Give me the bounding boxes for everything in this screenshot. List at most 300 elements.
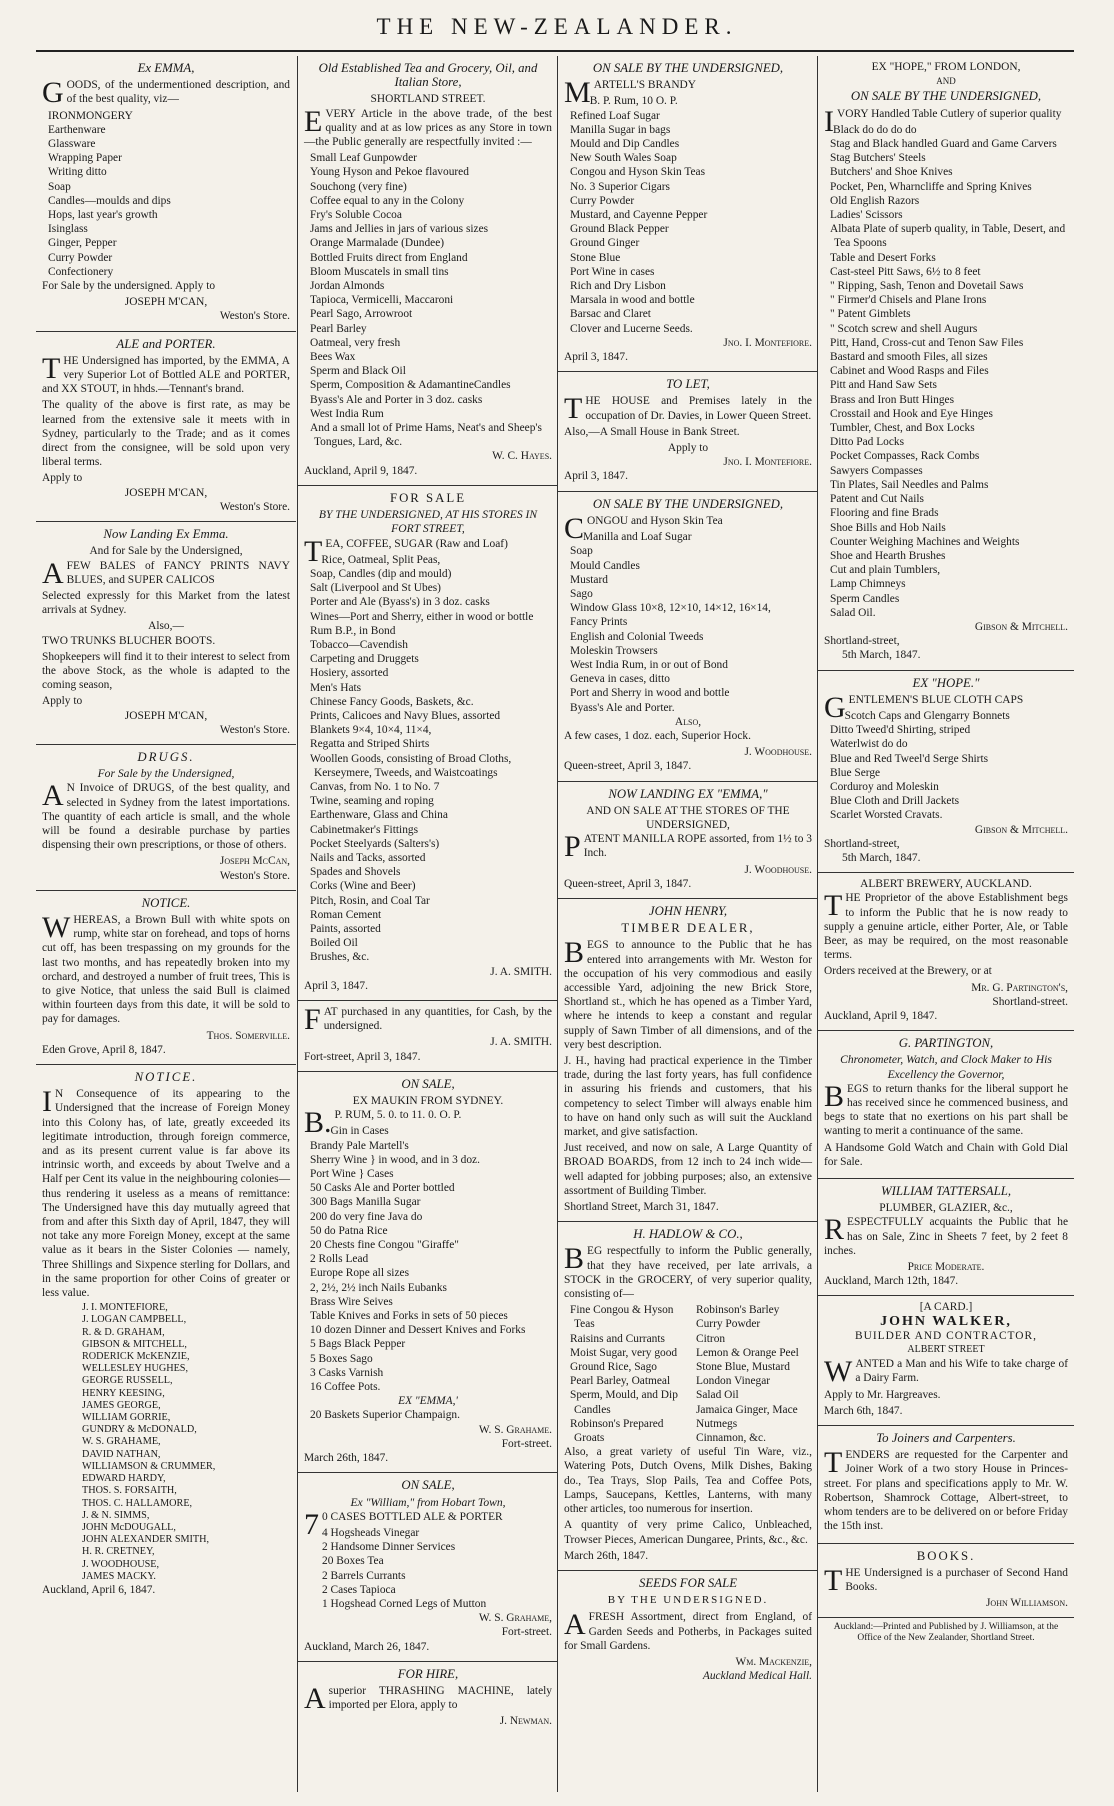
ad-place: Fort-street. (501, 1437, 552, 1450)
ad-body: Asuperior THRASHING MACHINE, lately imported per Elora, apply to (304, 1681, 552, 1715)
list-item: 50 Casks Ale and Porter bottled (310, 1182, 455, 1195)
list-item: Shoe and Hearth Brushes (830, 549, 946, 562)
ad-seeds (558, 1571, 818, 1690)
item-list (824, 709, 1068, 823)
list-item: Nails and Tacks, assorted (310, 851, 426, 864)
ad-and: AND (936, 76, 956, 87)
ad-subtitle: EX "EMMA,' (398, 1395, 458, 1408)
list-item: Spades and Shovels (310, 866, 401, 879)
ad-subtitle: Chronometer, Watch, and Clock Maker to His Excellency the Governor, (840, 1053, 1052, 1081)
list-item: Salt (Liverpool and St Ubes) (310, 582, 441, 595)
ad-body: WHEREAS, a Brown Bull with white spots on rump, white star on forehead, and tops of horns cut off, has been trespassing on my grounds for the last two months, and has repeatedly broken into my orchard, and destroyed a number of fruit trees, This is to give Notice, that unless the said Bull is claimed within fourteen days from this date, it will be sold to pay for damages. (42, 910, 290, 1026)
list-item: Salad Oil (696, 1389, 739, 1402)
ad-martells-brandy (558, 56, 818, 372)
list-item: Coffee equal to any in the Colony (310, 194, 465, 207)
list-item: " Patent Gimblets (830, 308, 911, 321)
list-item: West India Rum (310, 407, 384, 420)
ad-body: Selected expressly for this Market from the latest arrivals at Sydney. (42, 589, 290, 617)
ad-signature: Wm. Mackenzie, (735, 1655, 812, 1668)
signatory-list (42, 1302, 290, 1583)
ad-title: ON SALE BY THE UNDERSIGNED, (592, 496, 784, 511)
list-item: Fine Congou & Hyson Teas (570, 1304, 674, 1331)
ad-date: March 26th, 1847. (304, 1452, 389, 1465)
column-3 (558, 56, 818, 1792)
ad-ex-hope-london (818, 56, 1074, 671)
list-item: THOS. C. HALLAMORE, (82, 1497, 193, 1509)
list-item: Table and Desert Forks (830, 251, 936, 264)
ad-place: Shortland-street. (992, 995, 1068, 1008)
list-item: J. WOODHOUSE, (82, 1558, 160, 1570)
list-item: Orange Marmalade (Dundee) (310, 237, 445, 250)
list-item: 2 Rolls Lead (310, 1253, 369, 1266)
list-item: J. I. MONTEFIORE, (82, 1302, 168, 1314)
list-item: Butchers' and Shoe Knives (830, 166, 953, 179)
ad-body: RESPECTFULLY acquaints the Public that he has on Sale, Zinc in Sheets 7 feet, by 2 feet 8 inches. (824, 1213, 1068, 1257)
ad-body: IN Consequence of its appearing to the Undersigned that the increase of Foreign Money into this Colony has, of late, greatly exceeded its legitimate introduction, through foreign commerce, and as its present current value is far above its intrinsic worth, and exceeds by about Twelve and a Half per Cent its value in the neighbouring colonies—thus rendering it useless as a means of remittance: The Undersigned have this day mutually agreed that from and after this Sixth day of April, 1847, they will not take any more Foreign Money, except at the same value as it bears in the Sister Colonies — namely, Three Shillings and Sixpence sterling for Dollars, and in the same proportion for other Coins of greater or less value. (42, 1085, 290, 1300)
ad-subtitle: Ex "William," from Hobart Town, (350, 1495, 506, 1509)
ad-place: Weston's Store. (219, 310, 290, 323)
ad-body: 70 CASES BOTTLED ALE & PORTER (304, 1507, 503, 1541)
list-item: Pitt, Hand, Cross-cut and Tenon Saw Files (830, 336, 1024, 349)
ad-place: Weston's Store. (219, 723, 290, 736)
list-item: Blue Serge (830, 766, 881, 779)
ad-body: Just received, and now on sale, A Large Quantity of BROAD BOARDS, from 12 inch to 24 inch wide—well adapted for jobbing purposes; also, an extensive assortment of Building Timber. (564, 1142, 812, 1197)
list-item: Moist Sugar, very good (570, 1346, 678, 1359)
list-item: Manilla and Loaf Sugar (583, 531, 692, 544)
list-item: Bees Wax (310, 351, 356, 364)
ad-body: CONGOU and Hyson Skin Tea (564, 511, 723, 545)
list-item: EDWARD HARDY, (82, 1473, 166, 1485)
list-item: HENRY KEESING, (82, 1387, 165, 1399)
list-item: Clover and Lucerne Seeds. (570, 322, 693, 335)
list-item: Pearl Barley (310, 322, 367, 335)
ad-signature: JOSEPH M'CAN, (124, 296, 208, 309)
ad-for-hire (298, 1662, 558, 1736)
ad-signature: John Williamson. (985, 1597, 1068, 1610)
ad-books (818, 1544, 1074, 1619)
ad-date: March 6th, 1847. (824, 1404, 903, 1417)
list-item: Corks (Wine and Beer) (310, 880, 416, 893)
list-item: DAVID NATHAN, (82, 1448, 161, 1460)
list-item: Mustard (570, 573, 608, 586)
ad-date: 5th March, 1847. (842, 851, 921, 864)
list-item: JAMES GEORGE, (82, 1399, 161, 1411)
ad-signature: Joseph McCan, (219, 855, 290, 868)
ad-title: ON SALE, (401, 1076, 455, 1091)
ad-place: Shortland-street, (824, 837, 900, 850)
list-item: 3 Casks Varnish (310, 1366, 384, 1379)
ad-subtitle: For Sale by the Undersigned, (97, 767, 235, 781)
ad-title: NOW LANDING EX "EMMA," (608, 786, 768, 801)
list-item: Cinnamon, &c. (696, 1432, 766, 1445)
list-item: 16 Coffee Pots. (310, 1381, 381, 1394)
ad-date: Auckland, April 9, 1847. (304, 464, 418, 477)
list-item: J. LOGAN CAMPBELL, (82, 1314, 187, 1326)
list-item: Marsala in wood and bottle (570, 294, 695, 307)
ad-date: Shortland Street, March 31, 1847. (564, 1201, 719, 1214)
list-item: Cabinetmaker's Fittings (310, 823, 419, 836)
ad-signature: W. S. Grahame, (478, 1612, 552, 1625)
ad-body: TEA, COFFEE, SUGAR (Raw and Loaf) (304, 534, 508, 568)
list-item: Soap (570, 545, 593, 558)
ad-signature: J. Woodhouse. (744, 746, 812, 759)
list-item: Small Leaf Gunpowder (310, 152, 417, 165)
ad-title: EX "HOPE." (912, 675, 980, 690)
list-item: Ground Black Pepper (570, 223, 669, 236)
ad-signature: Gibson & Mitchell. (974, 620, 1068, 633)
list-item: Prints, Calicoes and Navy Blues, assorted (310, 709, 501, 722)
ad-body: FAT purchased in any quantities, for Cash, by the undersigned. (304, 1003, 552, 1036)
item-list-right (690, 1303, 812, 1445)
ad-body: IVORY Handled Table Cutlery of superior quality (824, 104, 1062, 138)
ad-joiners (818, 1426, 1074, 1543)
list-item: West India Rum, in or out of Bond (570, 658, 728, 671)
list-item: JOHN McDOUGALL, (82, 1521, 176, 1533)
ad-subtitle: And for Sale by the Undersigned, (89, 545, 243, 558)
masthead: THE NEW-ZEALANDER. (376, 14, 738, 39)
list-item: 2 Barrels Currants (322, 1569, 406, 1582)
ad-title: H. HADLOW & CO., (633, 1227, 743, 1242)
item-columns (564, 1303, 812, 1445)
list-item: Bloom Muscatels in small tins (310, 265, 449, 278)
list-item: Sherry Wine } in wood, and in 3 doz. (310, 1153, 480, 1166)
list-item: Refined Loaf Sugar (570, 109, 660, 122)
list-item: Boiled Oil (310, 937, 358, 950)
list-item: Old English Razors (830, 194, 920, 207)
ad-partington (818, 1031, 1074, 1179)
ad-place: Fort-street. (501, 1626, 552, 1639)
masthead-rule (36, 50, 1074, 52)
ad-tea-grocery (298, 56, 558, 486)
list-item: Cast-steel Pitt Saws, 6½ to 8 feet (830, 265, 981, 278)
ad-price: Price Moderate. (907, 1261, 985, 1274)
list-item: Sperm Candles (830, 592, 900, 605)
ad-date: Fort-street, April 3, 1847. (304, 1050, 421, 1063)
ad-body: THE Undersigned has imported, by the EMMA, A very Superior Lot of Bottled ALE and PORTER, and XX STOUT, in hhds.—Tennant's brand. (42, 351, 290, 396)
list-item: Ground Ginger (570, 237, 640, 250)
list-item: Congou and Hyson Skin Teas (570, 166, 706, 179)
ad-title: To Joiners and Carpenters. (876, 1431, 1016, 1446)
list-item: 5 Boxes Sago (310, 1352, 373, 1365)
ad-body: PATENT MANILLA ROPE assorted, from 1½ to 3 Inch. (564, 830, 812, 864)
list-item: Paints, assorted (310, 922, 381, 935)
ad-apply: Apply to (667, 442, 709, 455)
list-item: Oatmeal, very fresh (310, 336, 401, 349)
ad-tattersall (818, 1179, 1074, 1296)
ad-fat (298, 1001, 558, 1072)
ad-date: Auckland, March 12th, 1847. (824, 1275, 959, 1288)
list-item: Rice, Oatmeal, Split Peas, (321, 553, 441, 566)
list-item: Port Wine } Cases (310, 1168, 394, 1181)
list-item: GEORGE RUSSELL, (82, 1375, 173, 1387)
list-item: WILLIAMSON & CRUMMER, (82, 1460, 216, 1472)
ad-subtitle: SHORTLAND STREET. (370, 93, 486, 106)
list-item: Stag and Black handled Guard and Game Carvers (830, 138, 1057, 151)
ad-card: [A CARD.] (919, 1301, 973, 1314)
ad-john-henry (558, 899, 818, 1222)
ad-body: Shopkeepers will find it to their interest to select from the above Stock, as the whole is adapted to the coming season, (42, 650, 290, 692)
list-item: 20 Boxes Tea (322, 1555, 384, 1568)
list-item: Hops, last year's growth (48, 209, 158, 222)
list-item: Gin in Cases (330, 1125, 389, 1138)
list-item: Manilla Sugar in bags (570, 123, 671, 136)
list-item: 2 Handsome Dinner Services (322, 1541, 456, 1554)
list-item: Cabinet and Wood Rasps and Files (830, 365, 989, 378)
ad-signature: JOSEPH M'CAN, (124, 486, 208, 499)
ad-also: Also,— (148, 620, 184, 633)
ad-signature: J. A. SMITH. (490, 965, 552, 978)
list-item: Stone Blue (570, 251, 621, 264)
ad-subtitle: ON SALE BY THE UNDERSIGNED, (850, 89, 1042, 104)
ad-signature: J. Woodhouse. (744, 863, 812, 876)
ad-title: JOHN WALKER, (880, 1313, 1012, 1329)
list-item: Hosiery, assorted (310, 667, 389, 680)
list-item: 5 Bags Black Pepper (310, 1338, 406, 1351)
list-item: Salad Oil. (830, 606, 876, 619)
list-item: Canvas, from No. 1 to No. 7 (310, 780, 440, 793)
list-item: Twine, seaming and roping (310, 795, 434, 808)
ad-signature: JOSEPH M'CAN, (124, 709, 208, 722)
list-item: Corduroy and Moleskin (830, 780, 939, 793)
ad-body: A few cases, 1 doz. each, Superior Hock. (564, 729, 751, 742)
list-item: Pearl Barley, Oatmeal (570, 1375, 671, 1388)
ad-title: FOR SALE (389, 490, 467, 505)
list-item: Cut and plain Tumblers, (830, 564, 941, 577)
ad-body: GENTLEMEN'S BLUE CLOTH CAPS (824, 690, 1024, 724)
list-item: Confectionery (48, 265, 114, 278)
list-item: Regatta and Striped Shirts (310, 738, 430, 751)
item-list (824, 123, 1068, 620)
list-item: Sawyers Compasses (830, 464, 923, 477)
ad-apply: Apply to (42, 472, 83, 485)
ad-place: Weston's Store. (219, 500, 290, 513)
list-item: Jordan Almonds (310, 280, 385, 293)
ad-body: Also, a great variety of useful Tin Ware, viz., Watering Pots, Dutch Ovens, Milk Dishes, Baking do., Tea Trays, Slop Pails, Tea and Coffee Pots, Lamps, Saucepans, Kettles, Lanterns, with many other articles, too numerous for insertion. (564, 1446, 812, 1516)
ad-congou (558, 492, 818, 782)
ad-title: Now Landing Ex Emma. (103, 527, 229, 542)
list-item: R. & D. GRAHAM, (82, 1326, 165, 1338)
list-item: Stag Butchers' Steels (830, 152, 926, 165)
ad-ex-hope (818, 671, 1074, 874)
list-item: Mould and Dip Candles (570, 138, 680, 151)
ad-body: The quality of the above is first rate, as may be learned from the extensive sale it meets with in Sydney, particularly to the Trade; and as it comes direct from the consignee, will be sold upon very liberal terms. (42, 399, 290, 469)
list-item: Isinglass (48, 223, 88, 236)
list-item: Citron (696, 1332, 726, 1345)
ad-place: Auckland Medical Hall. (702, 1670, 812, 1683)
list-item: Brandy Pale Martell's (310, 1139, 409, 1152)
ad-body: TENDERS are requested for the Carpenter and Joiner Work of a two story House in Princes-street. For plans and specifications apply to Mr. W. Robertson, Shamrock Cottage, Albert-street, to whom tenders are to be delivered on or before Friday the 15th inst. (824, 1446, 1068, 1533)
list-item: Pitch, Rosin, and Coal Tar (310, 894, 430, 907)
ad-now-landing (36, 522, 296, 745)
ad-date: Queen-street, April 3, 1847. (564, 760, 692, 773)
item-list (304, 1526, 552, 1611)
list-item: Rich and Dry Lisbon (570, 280, 666, 293)
list-item: Men's Hats (310, 681, 362, 694)
list-item: Pocket Steelyards (Salters's) (310, 837, 440, 850)
list-item: 1 Hogshead Corned Legs of Mutton (322, 1597, 487, 1610)
list-item: B. P. Rum, 10 O. P. (589, 95, 678, 108)
list-item: Writing ditto (48, 166, 107, 179)
list-item: Glassware (48, 138, 96, 151)
ad-notice-bull (36, 891, 296, 1065)
list-item: Curry Powder (570, 194, 635, 207)
list-item: Waterlwist do do (830, 738, 908, 751)
ad-subtitle: TIMBER DEALER, (621, 921, 755, 936)
ad-body: TWO TRUNKS BLUCHER BOOTS. (42, 634, 216, 647)
ad-body: BEGS to return thanks for the liberal support he has received since he commenced business, and begs to state that no exertions on his part shall be wanting to merit a continuance of the same. (824, 1079, 1068, 1138)
column-4 (818, 56, 1074, 1792)
ad-title: ON SALE, (401, 1478, 455, 1493)
ad-body: GOODS, of the undermentioned description, and of the best quality, viz— (42, 76, 290, 110)
ad-body: B.P. RUM, 5. 0. to 11. 0. O. P. (304, 1106, 462, 1140)
ad-title: TO LET, (666, 377, 710, 392)
list-item: Port Wine in cases (570, 265, 655, 278)
list-item: Europe Rope all sizes (310, 1267, 410, 1280)
list-item: Pearl Sago, Arrowroot (310, 308, 413, 321)
ad-body: A Handsome Gold Watch and Chain with Gold Dial for Sale. (824, 1141, 1068, 1168)
ad-drugs (36, 745, 296, 891)
list-item: Black do do do do (833, 123, 917, 136)
ad-body: Orders received at the Brewery, or at (824, 965, 992, 978)
list-item: Earthenware, Glass and China (310, 809, 448, 822)
ad-signature: W. S. Grahame. (478, 1423, 552, 1436)
ad-title: NOTICE. (134, 1070, 198, 1084)
list-item: 20 Baskets Superior Champaign. (310, 1409, 460, 1422)
list-item: Fry's Soluble Cocoa (310, 209, 402, 222)
ad-body: BEG respectfully to inform the Public generally, that they have received, per late arrivals, a STOCK in the GROCERY, of very superior quality, consisting of— (564, 1242, 812, 1301)
list-item: Fancy Prints (570, 616, 628, 629)
ad-body: THE Undersigned is a purchaser of Second Hand Books. (824, 1563, 1068, 1597)
list-item: H. R. CRETNEY, (82, 1546, 155, 1558)
ad-place: Shortland-street, (824, 635, 900, 648)
ad-also: Also, (674, 715, 702, 728)
ad-signature: J. Newman. (499, 1715, 552, 1728)
list-item: Raisins and Currants (570, 1332, 665, 1345)
list-item: Albata Plate of superb quality, in Table, Desert, and Tea Spoons (830, 223, 1066, 250)
ad-body: AFRESH Assortment, direct from England, of Garden Seeds and Potherbs, in Packages suited for Small Gardens. (564, 1608, 812, 1652)
ad-signature: Mr. G. Partington's, (971, 981, 1068, 994)
list-item: Pocket Compasses, Rack Combs (830, 450, 980, 463)
ad-john-walker (818, 1296, 1074, 1426)
list-item: Lemon & Orange Peel (696, 1346, 799, 1359)
ad-body: THE HOUSE and Premises lately in the occupation of Dr. Davies, in Lower Queen Street. (564, 392, 812, 426)
list-item: Sperm, Composition & AdamantineCandles (310, 379, 511, 392)
list-item: Ginger, Pepper (48, 237, 117, 250)
list-item: Rum B.P., in Bond (310, 624, 396, 637)
ad-date: Auckland, March 26, 1847. (304, 1640, 430, 1653)
list-item: Woollen Goods, consisting of Broad Cloths, Kerseymere, Tweeds, and Waistcoatings (310, 752, 512, 779)
ad-body: BEGS to announce to the Public that he has entered into arrangements with Mr. Weston for the occupation of his very commodious and easily accessible Yard, adjoining the new Brick Store, Shortland st., which he has opened as a Timber Yard, where he intends to keep a constant and regular supply of Sawn Timber of all dimensions, and of the very best description. (564, 936, 812, 1051)
ad-subtitle: PLUMBER, GLAZIER, &c., (879, 1202, 1013, 1215)
ad-date: April 3, 1847. (564, 470, 628, 483)
list-item: Robinson's Barley (696, 1304, 780, 1317)
list-item: IRONMONGERY (48, 109, 133, 122)
ad-body: AFEW BALES of FANCY PRINTS NAVY BLUES, and SUPER CALICOS (42, 556, 290, 590)
column-1 (36, 56, 296, 1792)
list-item: Tin Plates, Sail Needles and Palms (830, 478, 989, 491)
ad-body: MARTELL'S BRANDY (564, 76, 696, 110)
ad-title: ALBERT BREWERY, AUCKLAND. (860, 878, 1032, 891)
list-item: Tobacco—Cavendish (310, 638, 408, 651)
ad-title: ON SALE BY THE UNDERSIGNED, (592, 61, 784, 75)
list-item: Window Glass 10×8, 12×10, 14×12, 16×14, (570, 602, 771, 615)
ad-body: J. H., having had practical experience in the Timber trade, during the last forty years, has full confidence in assuring his friends and customers, that his competency to select Timber will always enable him to have on hand only such as will suit the Auckland market, and give satisfaction. (564, 1055, 812, 1139)
ad-title: DRUGS. (137, 749, 195, 764)
list-item: Sperm and Black Oil (310, 365, 406, 378)
list-item: Bastard and smooth Files, all sizes (830, 351, 988, 364)
ad-title: G. PARTINGTON, (898, 1036, 994, 1051)
list-item: Geneva in cases, ditto (570, 673, 670, 686)
list-item: Blankets 9×4, 10×4, 11×4, (310, 724, 432, 737)
list-item: GUNDRY & McDONALD, (82, 1424, 197, 1436)
item-list-left (564, 1303, 686, 1445)
list-item: Ladies' Scissors (830, 209, 903, 222)
ad-manilla-rope (558, 782, 818, 899)
ad-date: Auckland, April 9, 1847. (824, 1010, 938, 1022)
list-item: Robinson's Prepared Groats (570, 1417, 664, 1445)
item-list (304, 553, 552, 965)
list-item: Mustard, and Cayenne Pepper (570, 209, 708, 222)
ad-title: Old Established Tea and Grocery, Oil, and Italian Store, (318, 61, 538, 90)
list-item: Scarlet Worsted Cravats. (830, 809, 943, 822)
item-list (304, 1124, 552, 1394)
list-item: Souchong (very fine) (310, 180, 407, 193)
ad-subtitle: AND ON SALE AT THE STORES OF THE UNDERSIGNED, (586, 804, 790, 831)
list-item: Blue and Red Tweel'd Serge Shirts (830, 752, 989, 765)
ad-title: Ex EMMA, (137, 61, 195, 75)
list-item: Brass Wire Seives (310, 1295, 393, 1308)
list-item: Pocket, Pen, Wharncliffe and Spring Knives (830, 180, 1032, 193)
ad-subtitle: BUILDER AND CONTRACTOR, (855, 1329, 1037, 1342)
ad-title: WILLIAM TATTERSALL, (880, 1184, 1012, 1199)
list-item: Candles—moulds and dips (48, 194, 171, 207)
list-item: Scotch Caps and Glengarry Bonnets (844, 709, 1010, 722)
ad-signature: Gibson & Mitchell. (974, 823, 1068, 836)
list-item: Young Hyson and Pekoe flavoured (310, 166, 469, 179)
ad-place: Weston's Store. (219, 869, 290, 882)
list-item: Earthenware (48, 123, 106, 136)
list-item: " Ripping, Sash, Tenon and Dovetail Saws (830, 280, 1024, 293)
list-item: Sperm, Mould, and Dip Candles (570, 1389, 678, 1416)
ad-subtitle: EX MAUKIN FROM SYDNEY. (352, 1095, 504, 1108)
ad-ex-william (298, 1473, 558, 1661)
ad-to-let (558, 372, 818, 491)
list-item: GIBSON & MITCHELL, (82, 1338, 187, 1350)
list-item: Brushes, &c. (310, 951, 370, 964)
list-item: Shoe Bills and Hob Nails (830, 521, 946, 534)
ad-signature: Jno. I. Montefiore. (723, 456, 812, 469)
ad-date: Auckland, April 6, 1847. (42, 1583, 156, 1596)
ad-body: A quantity of very prime Calico, Unbleached, Trowser Pieces, American Dungaree, Prints, &c., &c. (564, 1519, 812, 1546)
ad-title: NOTICE. (141, 895, 191, 910)
list-item: " Firmer'd Chisels and Plane Irons (830, 294, 987, 307)
list-item: Sago (570, 587, 593, 600)
ad-for-sale-fort-street (298, 486, 558, 1001)
ad-apply: Apply to (42, 695, 83, 708)
ad-closing: For Sale by the undersigned. Apply to (42, 280, 216, 293)
list-item: RODERICK McKENZIE, (82, 1351, 190, 1363)
list-item: Tapioca, Vermicelli, Maccaroni (310, 294, 454, 307)
ad-body: AN Invoice of DRUGS, of the best quality, and selected in Sydney from the latest importations. The quantity of each article is small, and the whole will be found a desirable purchase by parties dispensing their own prescriptions, or those of others. (42, 779, 290, 852)
item-list (42, 109, 290, 279)
ad-date: Eden Grove, April 8, 1847. (42, 1043, 166, 1056)
list-item: " Scotch screw and shell Augurs (830, 322, 978, 335)
list-item: Bottled Fruits direct from England (310, 251, 468, 264)
list-item: Counter Weighing Machines and Weights (830, 535, 1020, 548)
list-item: Soap (48, 180, 71, 193)
ad-title: FOR HIRE, (397, 1666, 459, 1681)
list-item: Table Knives and Forks in sets of 50 pieces (310, 1310, 508, 1323)
